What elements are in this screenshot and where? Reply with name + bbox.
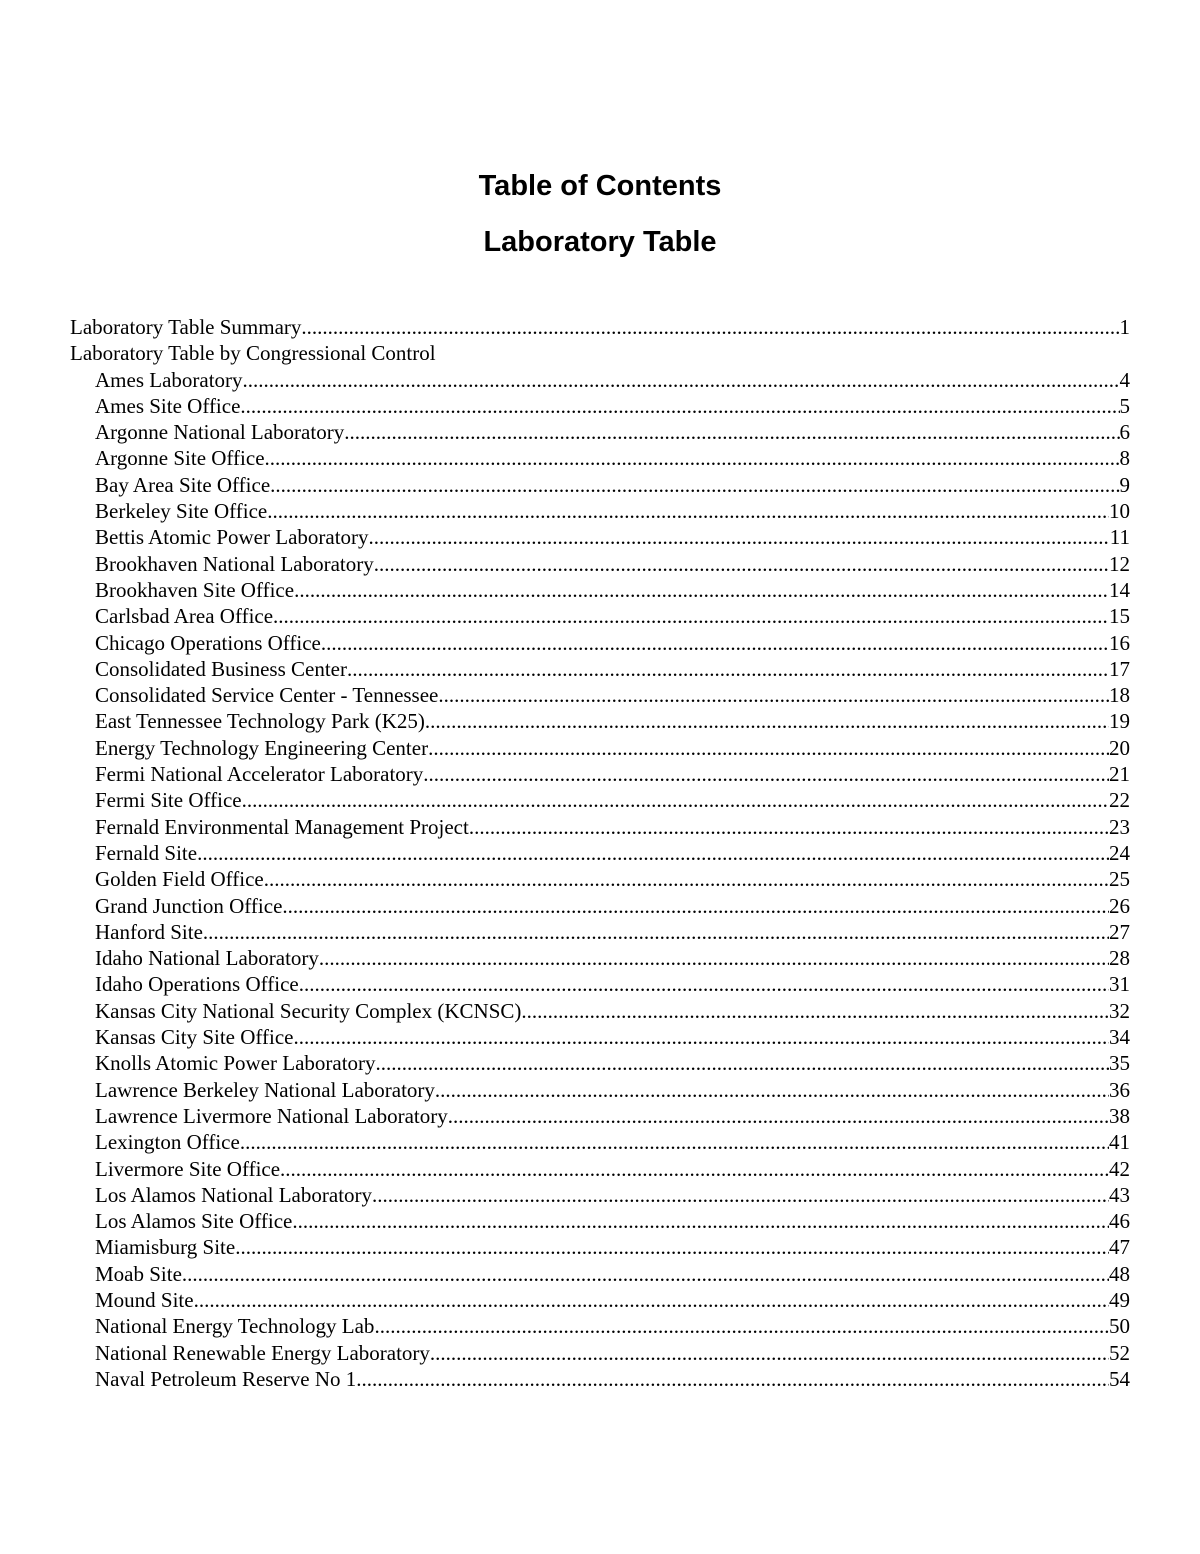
toc-page-number: 8 — [1119, 446, 1130, 471]
toc-dot-leader — [435, 1077, 1109, 1103]
toc-page-number: 41 — [1109, 1130, 1130, 1155]
toc-dot-leader — [294, 577, 1109, 603]
toc-dot-leader — [430, 1340, 1109, 1366]
toc-entry[interactable] — [70, 761, 1130, 787]
toc-page-number: 28 — [1109, 946, 1130, 971]
toc-entry-label: Los Alamos Site Office — [95, 1209, 293, 1234]
toc-entry[interactable] — [70, 419, 1130, 445]
toc-dot-leader — [235, 1234, 1109, 1260]
toc-page-number: 47 — [1109, 1235, 1130, 1260]
toc-entry[interactable] — [70, 524, 1130, 550]
toc-entry-label: Lexington Office — [95, 1130, 240, 1155]
toc-entry[interactable] — [70, 498, 1130, 524]
toc-entry[interactable] — [70, 945, 1130, 971]
toc-page-number: 11 — [1109, 525, 1130, 550]
toc-page-number: 22 — [1109, 788, 1130, 813]
toc-entry-label: Livermore Site Office — [95, 1156, 281, 1181]
toc-entry[interactable] — [70, 1103, 1130, 1129]
toc-entry-label: Carlsbad Area Office — [95, 604, 274, 629]
toc-entry-summary[interactable] — [70, 314, 1130, 340]
toc-entry-label: Hanford Site — [95, 919, 203, 944]
toc-entry-label: National Energy Technology Lab — [95, 1314, 375, 1339]
toc-page-number: 24 — [1109, 840, 1130, 865]
toc-entry-label: Miamisburg Site — [95, 1235, 236, 1260]
toc-entry[interactable] — [70, 708, 1130, 734]
toc-dot-leader — [280, 1156, 1109, 1182]
toc-entry-label: Laboratory Table by Congressional Control — [70, 341, 436, 366]
toc-page-number: 4 — [1119, 367, 1130, 392]
table-of-contents — [70, 314, 1130, 1392]
toc-page-number: 35 — [1109, 1051, 1130, 1076]
toc-dot-leader — [521, 998, 1109, 1024]
toc-entry[interactable] — [70, 1208, 1130, 1234]
toc-page-number: 18 — [1109, 683, 1130, 708]
toc-dot-leader — [369, 524, 1110, 550]
toc-entry-label: Laboratory Table Summary — [70, 315, 302, 339]
toc-entry-label: Energy Technology Engineering Center — [95, 735, 429, 760]
toc-entry[interactable] — [70, 577, 1130, 603]
toc-dot-leader — [321, 630, 1109, 656]
toc-dot-leader — [344, 419, 1119, 445]
toc-dot-leader — [270, 472, 1119, 498]
toc-page-number: 31 — [1109, 972, 1130, 997]
toc-entry-label: Lawrence Livermore National Laboratory — [95, 1103, 448, 1128]
toc-page-number: 19 — [1109, 709, 1130, 734]
toc-page-number: 14 — [1109, 577, 1130, 602]
toc-entry[interactable] — [70, 1287, 1130, 1313]
toc-entry[interactable] — [70, 551, 1130, 577]
toc-entry[interactable] — [70, 1024, 1130, 1050]
toc-entry-label: Consolidated Business Center — [95, 656, 347, 681]
toc-entry[interactable] — [70, 971, 1130, 997]
toc-page-number: 23 — [1109, 814, 1130, 839]
toc-entry-label: Los Alamos National Laboratory — [95, 1182, 373, 1207]
toc-dot-leader — [423, 761, 1109, 787]
toc-entry[interactable] — [70, 1182, 1130, 1208]
toc-page-number: 52 — [1109, 1340, 1130, 1365]
toc-entry-label: Consolidated Service Center - Tennessee — [95, 683, 439, 708]
toc-page-number: 21 — [1109, 762, 1130, 787]
toc-entry-label: Fermi Site Office — [95, 788, 242, 813]
toc-entry-label: Kansas City National Security Complex (KCNSC) — [95, 998, 522, 1023]
toc-entry-label: Chicago Operations Office — [95, 630, 321, 655]
toc-dot-leader — [428, 735, 1109, 761]
toc-dot-leader — [347, 656, 1109, 682]
toc-dot-leader — [469, 814, 1109, 840]
toc-dot-leader — [273, 603, 1109, 629]
toc-entry[interactable] — [70, 1050, 1130, 1076]
toc-entry[interactable] — [70, 787, 1130, 813]
toc-page-number: 16 — [1109, 630, 1130, 655]
toc-page-number: 54 — [1109, 1366, 1130, 1391]
toc-entry-label: Brookhaven National Laboratory — [95, 551, 374, 576]
toc-dot-leader — [243, 367, 1120, 393]
toc-entry-label: Naval Petroleum Reserve No 1 — [95, 1366, 357, 1391]
toc-page-number: 15 — [1109, 604, 1130, 629]
toc-page-number: 12 — [1109, 551, 1130, 576]
toc-entry-label: Fermi National Accelerator Laboratory — [95, 762, 424, 787]
toc-entry[interactable] — [70, 393, 1130, 419]
toc-entry[interactable] — [70, 735, 1130, 761]
toc-dot-leader — [282, 893, 1109, 919]
toc-entry-label: National Renewable Energy Laboratory — [95, 1340, 430, 1365]
toc-entry-label: Kansas City Site Office — [95, 1025, 294, 1050]
toc-entry-label: Ames Site Office — [95, 393, 241, 418]
toc-dot-leader — [194, 1287, 1109, 1313]
toc-page-number: 25 — [1109, 867, 1130, 892]
toc-dot-leader — [374, 551, 1109, 577]
toc-dot-leader — [294, 1024, 1110, 1050]
toc-page-number: 42 — [1109, 1156, 1130, 1181]
toc-dot-leader — [264, 866, 1109, 892]
toc-entry-label: Bay Area Site Office — [95, 472, 271, 497]
page-subtitle: Laboratory Table — [483, 226, 717, 258]
toc-page-number: 27 — [1109, 919, 1130, 944]
toc-entry[interactable] — [70, 866, 1130, 892]
toc-entry[interactable] — [70, 472, 1130, 498]
toc-page-number: 5 — [1119, 393, 1130, 418]
toc-entry[interactable] — [70, 893, 1130, 919]
toc-dot-leader — [376, 1050, 1109, 1076]
toc-entry[interactable] — [70, 1366, 1130, 1392]
toc-dot-leader — [372, 1182, 1109, 1208]
toc-entry[interactable] — [70, 367, 1130, 393]
toc-page-number: 49 — [1109, 1287, 1130, 1312]
toc-dot-leader — [301, 314, 1119, 340]
toc-dot-leader — [240, 1129, 1109, 1155]
toc-page-number: 50 — [1109, 1314, 1130, 1339]
toc-dot-leader — [265, 445, 1120, 471]
toc-entry-label: Idaho National Laboratory — [95, 946, 319, 971]
toc-dot-leader — [448, 1103, 1109, 1129]
toc-entry[interactable] — [70, 1340, 1130, 1366]
toc-page-number: 34 — [1109, 1025, 1130, 1050]
toc-entry[interactable] — [70, 919, 1130, 945]
toc-entry[interactable] — [70, 1234, 1130, 1260]
toc-page-number: 26 — [1109, 893, 1130, 918]
toc-entry-label: Mound Site — [95, 1287, 194, 1312]
toc-entry-label: Berkeley Site Office — [95, 499, 268, 524]
toc-page-number: 20 — [1109, 735, 1130, 760]
toc-entry[interactable] — [70, 998, 1130, 1024]
toc-page-number: 9 — [1119, 472, 1130, 497]
toc-dot-leader — [374, 1313, 1109, 1339]
toc-dot-leader — [438, 682, 1109, 708]
toc-entry[interactable] — [70, 603, 1130, 629]
toc-dot-leader — [182, 1261, 1109, 1287]
toc-entry[interactable] — [70, 840, 1130, 866]
toc-page-number: 38 — [1109, 1103, 1130, 1128]
toc-page-number: 6 — [1119, 420, 1130, 445]
toc-entry-label: Golden Field Office — [95, 867, 264, 892]
toc-entry-label: Ames Laboratory — [95, 367, 243, 392]
page-title: Table of Contents — [478, 170, 722, 202]
toc-entry[interactable] — [70, 630, 1130, 656]
toc-entry[interactable] — [70, 682, 1130, 708]
toc-page-number: 48 — [1109, 1261, 1130, 1286]
toc-entry[interactable] — [70, 1129, 1130, 1155]
toc-entry[interactable] — [70, 1077, 1130, 1103]
toc-dot-leader — [240, 393, 1119, 419]
toc-dot-leader — [197, 840, 1109, 866]
toc-entry-label: Fernald Environmental Management Project — [95, 814, 469, 839]
toc-dot-leader — [203, 919, 1109, 945]
toc-page-number: 17 — [1109, 656, 1130, 681]
toc-entry-label: Fernald Site — [95, 840, 198, 865]
toc-page-number: 32 — [1109, 998, 1130, 1023]
toc-entry[interactable] — [70, 445, 1130, 471]
toc-dot-leader — [425, 708, 1109, 734]
toc-section-heading[interactable] — [70, 340, 1130, 366]
toc-entry[interactable] — [70, 814, 1130, 840]
toc-entry-label: Lawrence Berkeley National Laboratory — [95, 1077, 435, 1102]
toc-dot-leader — [299, 971, 1109, 997]
toc-dot-leader — [292, 1208, 1109, 1234]
toc-entry-label: Argonne Site Office — [95, 446, 265, 471]
toc-entry-label: Bettis Atomic Power Laboratory — [95, 525, 369, 550]
toc-entry-label: East Tennessee Technology Park (K25) — [95, 709, 425, 734]
toc-entry[interactable] — [70, 656, 1130, 682]
toc-page-number: 36 — [1109, 1077, 1130, 1102]
toc-dot-leader — [242, 787, 1109, 813]
toc-entry-label: Grand Junction Office — [95, 893, 283, 918]
toc-entry-label: Knolls Atomic Power Laboratory — [95, 1051, 376, 1076]
toc-entry[interactable] — [70, 1261, 1130, 1287]
toc-page-number: 10 — [1109, 499, 1130, 524]
toc-page-number: 46 — [1109, 1209, 1130, 1234]
toc-entry-label: Argonne National Laboratory — [95, 420, 345, 445]
toc-dot-leader — [319, 945, 1109, 971]
toc-page-number: 43 — [1109, 1182, 1130, 1207]
toc-entry[interactable] — [70, 1313, 1130, 1339]
toc-entry-label: Brookhaven Site Office — [95, 577, 295, 602]
toc-dot-leader — [356, 1366, 1109, 1392]
toc-page-number: 1 — [1119, 315, 1130, 339]
toc-dot-leader — [267, 498, 1109, 524]
toc-entry-label: Idaho Operations Office — [95, 972, 299, 997]
toc-entry[interactable] — [70, 1156, 1130, 1182]
toc-entry-label: Moab Site — [95, 1261, 182, 1286]
